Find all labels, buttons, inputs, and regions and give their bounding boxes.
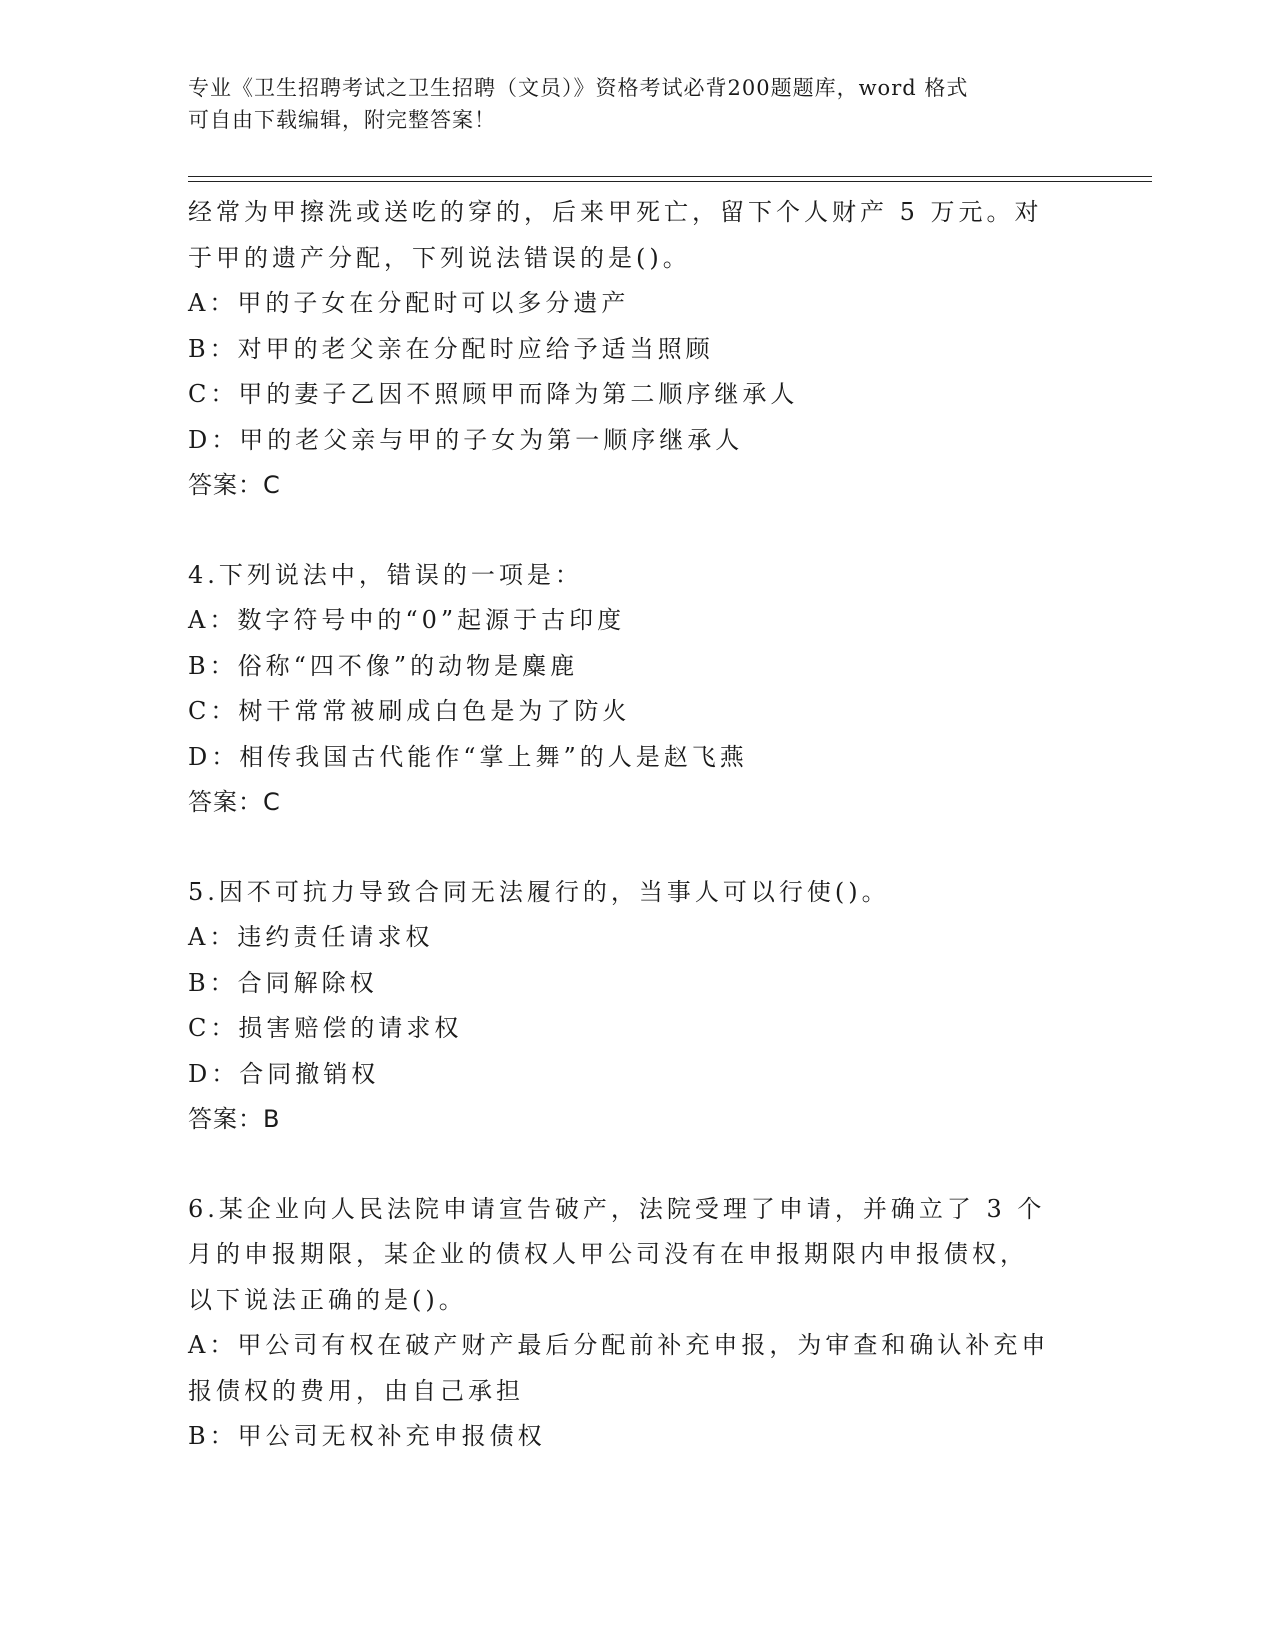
question-block xyxy=(188,553,1088,826)
question-text-line: 于甲的遗产分配，下列说法错误的是()。 xyxy=(188,243,691,272)
option-a-continued: 报债权的费用，由自己承担 xyxy=(188,1376,524,1405)
question-block xyxy=(188,1187,1088,1460)
header-title-line-2: 可自由下载编辑，附完整答案！ xyxy=(188,108,496,132)
answer-line: 答案：C xyxy=(188,471,281,499)
option-a: A：违约责任请求权 xyxy=(188,923,434,951)
option-c: C：甲的妻子乙因不照顾甲而降为第二顺序继承人 xyxy=(188,380,799,408)
option-b: B：甲公司无权补充申报债权 xyxy=(188,1422,546,1450)
option-d: D：合同撤销权 xyxy=(188,1059,380,1088)
document-header xyxy=(188,72,1088,136)
question-text-line: 以下说法正确的是()。 xyxy=(188,1285,467,1314)
option-c: C：树干常常被刷成白色是为了防火 xyxy=(188,697,631,725)
option-d: D：相传我国古代能作“掌上舞”的人是赵飞燕 xyxy=(188,742,748,771)
answer-line: 答案：C xyxy=(188,788,281,816)
question-text-line: 6.某企业向人民法院申请宣告破产，法院受理了申请，并确立了 3 个 xyxy=(188,1194,1046,1223)
spacer xyxy=(188,1143,1088,1187)
question-text-line: 月的申报期限，某企业的债权人甲公司没有在申报期限内申报债权， xyxy=(188,1240,1028,1268)
header-title-line-1: 专业《卫生招聘考试之卫生招聘（文员）》资格考试必背200题题库，word 格式 xyxy=(188,76,969,100)
spacer xyxy=(188,826,1088,870)
option-b: B：对甲的老父亲在分配时应给予适当照顾 xyxy=(188,334,714,363)
header-rule-bottom xyxy=(188,181,1152,182)
question-text-line: 5.因不可抗力导致合同无法履行的，当事人可以行使()。 xyxy=(188,877,890,906)
spacer xyxy=(188,509,1088,553)
question-block xyxy=(188,190,1088,509)
option-a: A：数字符号中的“0”起源于古印度 xyxy=(188,606,626,634)
option-a: A：甲的子女在分配时可以多分遗产 xyxy=(188,289,630,317)
option-a: A：甲公司有权在破产财产最后分配前补充申报，为审查和确认补充申 xyxy=(188,1331,1050,1359)
option-b: B：俗称“四不像”的动物是麋鹿 xyxy=(188,651,579,680)
option-b: B：合同解除权 xyxy=(188,968,378,997)
question-list xyxy=(188,190,1088,1460)
question-block xyxy=(188,870,1088,1143)
answer-line: 答案：B xyxy=(188,1105,281,1133)
header-rule-top xyxy=(188,176,1152,177)
option-c: C：损害赔偿的请求权 xyxy=(188,1014,463,1042)
question-text-line: 4.下列说法中，错误的一项是： xyxy=(188,560,583,589)
option-d: D：甲的老父亲与甲的子女为第一顺序继承人 xyxy=(188,425,744,454)
question-text-line: 经常为甲擦洗或送吃的穿的，后来甲死亡，留下个人财产 5 万元。对 xyxy=(188,198,1043,226)
